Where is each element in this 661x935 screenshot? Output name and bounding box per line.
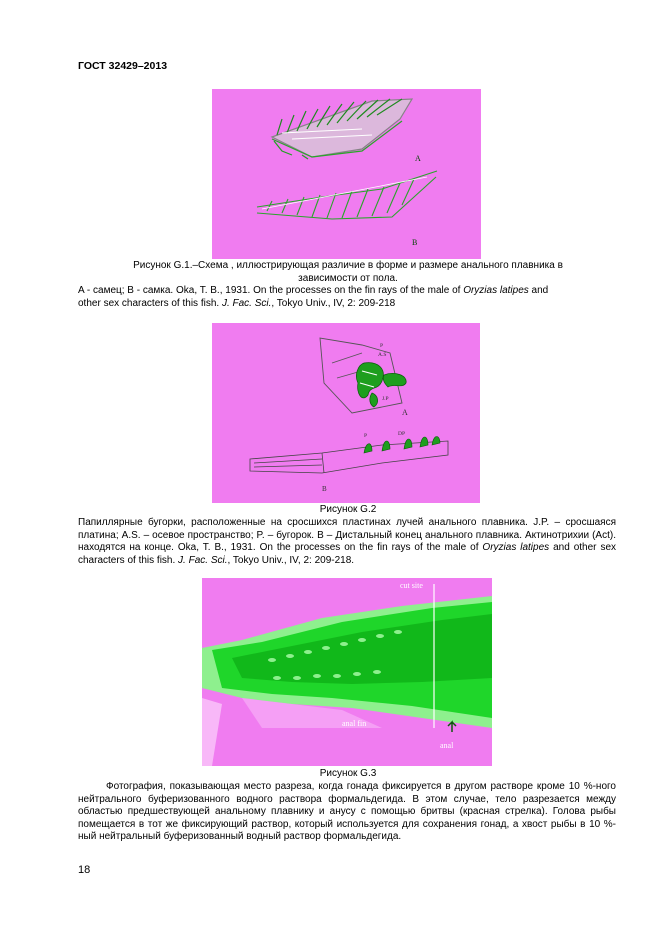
figure-g3-label-cut-site: cut site — [400, 581, 423, 590]
figure-g2-label-b: B — [322, 485, 327, 493]
figure-g1-desc-text2: and — [528, 285, 549, 296]
figure-g1-description — [78, 285, 616, 310]
figure-g2-desc-journal: J. Fac. Sci. — [178, 554, 228, 566]
page-number: 18 — [78, 864, 91, 876]
figure-g1-caption-line2: зависимости от пола. — [298, 272, 398, 284]
figure-g2-label-p2: P — [364, 433, 368, 439]
figure-g1-image — [212, 89, 481, 259]
figure-g2-label-as: A.S — [378, 352, 387, 358]
figure-g1-desc-journal: J. Fac. Sci. — [221, 297, 272, 309]
figure-g2-desc-text2: and other sex characters of this fish. — [78, 542, 617, 566]
figure-g3-image — [202, 578, 492, 766]
figure-g3-description: Фотография, показывающая место разреза, когда гонада фиксируется в другом растворе кроме 10 %-ного нейтрального буферизованного водного раствора формальдегида. В этом случае, тело разрезается между областью предшествующей анальному плавнику и анусу с помощью бритвы (красная стрелка). Голова рыбы помещается в тот же фиксирующий раствор, который используется для сохранения гонад, а хвост рыбы в 10 %-ный нейтральный буферизованный водный раствор формальдегида. — [78, 781, 616, 842]
document-header: ГОСТ 32429–2013 — [78, 60, 168, 72]
figure-g2-description — [78, 517, 616, 567]
figure-g1-desc-species: Oryzias latipes — [463, 285, 529, 296]
figure-g2-caption: Рисунок G.2 — [319, 504, 377, 515]
figure-g1-desc-text3: other sex characters of this fish. — [78, 297, 222, 309]
figure-g2-desc-species: Oryzias latipes — [482, 542, 550, 553]
figure-g1-caption-line1: Рисунок G.1.–Схема , иллюстрирующая различие в форме и размере анального плавника в — [133, 260, 563, 271]
figure-g3-photo — [202, 578, 492, 766]
figure-g2-label-jp: J.P — [382, 396, 389, 402]
figure-g2-desc-text1: Папиллярные бугорки, расположенные на сросшихся пластинах лучей анального плавника. J.P. – сросшаяся платина; A.S. – осевое пространство; P. – бугорок. B – Дистальный конец анального плавника. Актинотрихии (Act). находятся на конце. Oka, T. B., 1931. On the processes on the fin rays of the male of — [78, 517, 616, 553]
figure-g2-label-p1: P — [380, 343, 384, 349]
figure-g2-desc-text3: , Tokyo Univ., IV, 2: 209-218. — [227, 554, 355, 566]
figure-g1-drawing — [212, 89, 481, 259]
figure-g3-label-anal: anal — [440, 741, 454, 750]
figure-g3-label-anal-fin: anal fin — [342, 719, 367, 728]
figure-g2-drawing — [212, 323, 480, 503]
figure-g1-caption — [78, 260, 618, 285]
figure-g2-label-a: A — [402, 408, 408, 417]
figure-g1-desc-text4: , Tokyo Univ., IV, 2: 209-218 — [271, 297, 396, 309]
figure-g1-desc-text1: A - самец; B - самка. Oka, T. B., 1931. On the processes on the fin rays of the male of — [78, 285, 464, 296]
figure-g2-image — [212, 323, 480, 503]
figure-g2-label-dp: DP — [398, 431, 406, 437]
figure-g1-label-b: B — [412, 238, 418, 247]
figure-g3-caption: Рисунок G.3 — [319, 768, 377, 779]
figure-g1-label-a: A — [415, 154, 421, 163]
